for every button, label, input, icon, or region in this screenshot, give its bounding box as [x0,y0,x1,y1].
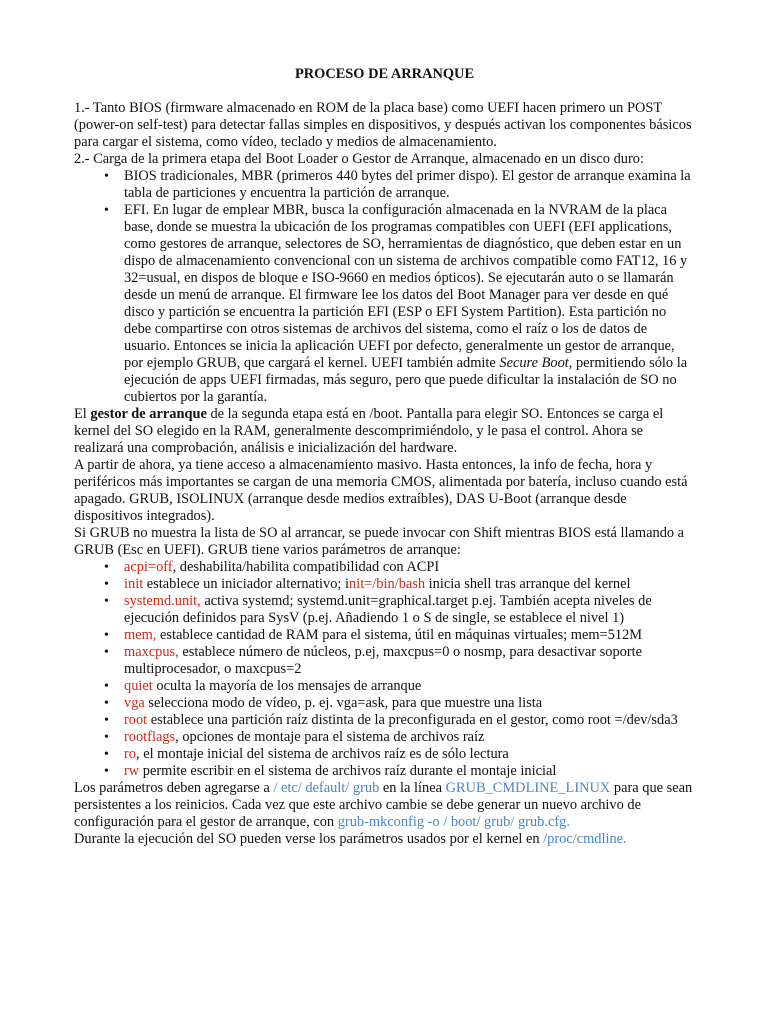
list-item: • init establece un iniciador alternativo; init=/bin/bash inicia shell tras arranque del kernel [124,576,695,593]
list-item: • mem, establece cantidad de RAM para el sistema, útil en máquinas virtuales; mem=512M [124,627,695,644]
secure-boot-term: Secure Boot [499,355,569,371]
proc-cmdline-path: /proc/cmdline. [543,831,627,847]
bold-term-boot-manager: gestor de arranque [90,406,207,422]
list-item: • acpi=off, deshabilita/habilita compatibilidad con ACPI [124,559,695,576]
list-item: • maxcpus, establece número de núcleos, p.ej, maxcpus=0 o nosmp, para desactivar soporte multiprocesador, o maxcpus=2 [124,644,695,678]
paragraph-grub-intro: Si GRUB no muestra la lista de SO al arrancar, se puede invocar con Shift mientras BIOS está llamando a GRUB (Esc en UEFI). GRUB tiene varios parámetros de arranque: [74,525,685,558]
param-key: root [124,712,148,728]
list-item: • vga selecciona modo de vídeo, p. ej. vga=ask, para que muestre una lista [124,695,695,712]
paragraph-mass-storage: A partir de ahora, ya tiene acceso a almacenamiento masivo. Hasta entonces, la info de fecha, hora y periféricos más importantes se cargan de una memoria CMOS, alimentada por batería, incluso cuando está apagado. GRUB, ISOLINUX (arranque desde medios extraíbles), DAS U-Boot (arranque desde dispositivos integrados). [74,457,688,524]
paragraph-boot-loader-stage1: 2.- Carga de la primera etapa del Boot Loader o Gestor de Arranque, almacenado en un disco duro: [74,151,644,167]
paragraph-persistent-params: Los parámetros deben agregarse a / etc/ default/ grub en la línea GRUB_CMDLINE_LINUX para que sean persistentes a los reinicios. Cada vez que este archivo cambie se debe generar un nuevo archivo de configuración para el gestor de arranque, con grub-mkconfig -o / boot/ grub/ grub.cfg. [74,780,693,830]
paragraph-second-stage: El gestor de arranque de la segunda etapa está en /boot. Pantalla para elegir SO. Entonces se carga el kernel del SO elegido en la RAM, generalmente descomprimiéndolo, y le pasa el control. Ahora se realizará una comprobación, análisis e inicialización del hardware. [74,406,664,456]
param-key: ro [124,746,136,762]
list-item-efi: • EFI. En lugar de emplear MBR, busca la configuración almacenada en la NVRAM de la placa base, donde se muestra la ubicación de los programas compatibles con UEFI (EFI applications, como gestores de arranque, selectores de SO, herramientas de diagnóstico, que deben estar en un dispo de almacenamiento convencional con un sistema de archivos compatible como FAT12, 16 y 32=usual, en dispos de bloque e ISO-9660 en medios ópticos). Se ejecutarán auto o se llamarán desde un menú de arranque. El firmware lee los datos del Boot Manager para ver desde en qué disco y partición se encuentra la partición EFI (ESP o EFI System Partition). Esta partición no debe compartirse con otros sistemas de archivos del sistema, como el raíz o los de datos de usuario. Entonces se inicia la aplicación UEFI por defecto, generalmente un gestor de arranque, por ejemplo GRUB, que cargará el kernel. UEFI también admite Secure Boot, permitiendo sólo la ejecución de apps UEFI firmadas, más seguro, pero que puede dificultar la instalación de SO no cubiertos por la garantía. [124,202,695,406]
document-title: PROCESO DE ARRANQUE [294,66,475,82]
list-item-bios: • BIOS tradicionales, MBR (primeros 440 bytes del primer dispo). El gestor de arranque examina la tabla de particiones y encuentra la partición de arranque. [124,168,695,202]
boot-method-list [74,168,695,406]
param-key: mem, [124,627,157,643]
grub-mkconfig-command: grub-mkconfig -o / boot/ grub/ grub.cfg. [337,814,570,830]
paragraph-proc-cmdline: Durante la ejecución del SO pueden verse los parámetros usados por el kernel en /proc/cmdline. [74,831,627,847]
param-key: nit=/bin/bash [349,576,426,592]
list-item: • rw permite escribir en el sistema de archivos raíz durante el montaje inicial [124,763,695,780]
param-key: rw [124,763,140,779]
param-key: maxcpus, [124,644,179,660]
grub-parameter-list [74,559,695,780]
param-key: vga [124,695,145,711]
list-item: • ro, el montaje inicial del sistema de archivos raíz es de sólo lectura [124,746,695,763]
param-key: quiet [124,678,153,694]
param-key: rootflags [124,729,176,745]
grub-cmdline-variable: GRUB_CMDLINE_LINUX [445,780,611,796]
param-key: systemd.unit, [124,593,201,609]
param-key: init [124,576,144,592]
list-item: • rootflags, opciones de montaje para el sistema de archivos raíz [124,729,695,746]
grub-default-path: / etc/ default/ grub [273,780,380,796]
paragraph-bios-uefi-post: 1.- Tanto BIOS (firmware almacenado en ROM de la placa base) como UEFI hacen primero un POST (power-on self-test) para detectar fallas simples en dispositivos, y después activan los componentes básicos para cargar el sistema, como vídeo, teclado y medios de almacenamiento. [74,100,692,150]
list-item: • root establece una partición raíz distinta de la preconfigurada en el gestor, como root =/dev/sda3 [124,712,695,729]
list-item: • systemd.unit, activa systemd; systemd.unit=graphical.target p.ej. También acepta niveles de ejecución definidos para SysV (p.ej. Añadiendo 1 o S de single, se establece el nivel 1) [124,593,695,627]
param-key: acpi=off [124,559,173,575]
list-item: • quiet oculta la mayoría de los mensajes de arranque [124,678,695,695]
